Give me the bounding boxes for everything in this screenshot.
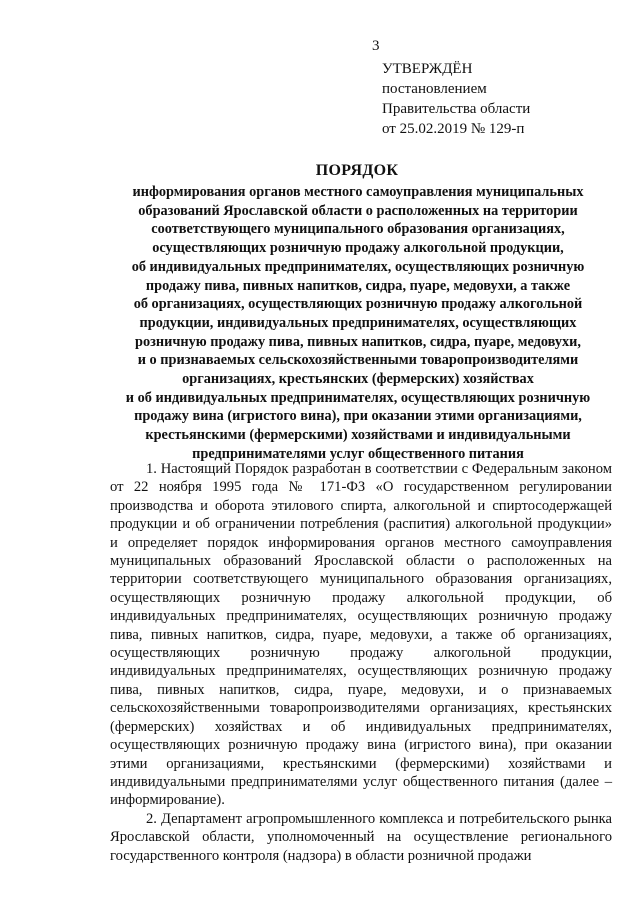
heading-line: продукции, индивидуальных предпринимателях, осуществляющих bbox=[139, 314, 577, 331]
heading-line: об организациях, осуществляющих розничную продажу алкогольной bbox=[133, 296, 583, 313]
paragraph-1: 1. Настоящий Порядок разработан в соответствии с Федеральным законом от 22 ноября 1995 года № 171-ФЗ «О государственном регулировании производства и оборота этилового спирта, алкогольной и спиртосодержащей продукции и об ограничении потребления (распития) алкогольной продукции» и определяет порядок информирования органов местного самоуправления муниципальных образований Ярославской области о расположенных на территории соответствующего муниципального образования организациях, осуществляющих розничную продажу алкогольной продукции, об индивидуальных предпринимателях, осуществляющих розничную продажу пива, пивных напитков, сидра, пуаре, медовухи, а также об организациях, осуществляющих розничную продажу алкогольной продукции, индивидуальных предпринимателях, осуществляющих розничную продажу пива, пивных напитков, сидра, пуаре, медовухи, и о признаваемых сельскохозяйственными товаропроизводителями организациях, крестьянских (фермерских) хозяйствах и об индивидуальных предпринимателях, осуществляющих розничную продажу вина (игристого вина), при оказании этими организациями, крестьянскими (фермерскими) хозяйствами и индивидуальными предпринимателями услуг общественного питания (далее – информирование). bbox=[110, 461, 612, 809]
approval-line: постановлением bbox=[382, 81, 487, 97]
approval-block bbox=[382, 59, 530, 139]
heading-line: организациях, крестьянских (фермерских) хозяйствах bbox=[182, 371, 534, 388]
document-body bbox=[110, 460, 612, 865]
heading-line: розничную продажу пива, пивных напитков, сидра, пуаре, медовухи, bbox=[135, 333, 581, 350]
heading-line: крестьянскими (фермерскими) хозяйствами и индивидуальными bbox=[145, 427, 571, 444]
heading-line: продажу вина (игристого вина), при оказании этими организациями, bbox=[134, 408, 582, 425]
heading-line: предпринимателями услуг общественного питания bbox=[192, 445, 524, 462]
document-title: ПОРЯДОК bbox=[315, 162, 399, 179]
approval-line: Правительства области bbox=[382, 101, 531, 117]
heading-line: и о признаваемых сельскохозяйственными товаропроизводителями bbox=[137, 352, 579, 369]
paragraph-2: 2. Департамент агропромышленного комплекса и потребительского рынка Ярославской области, уполномоченный на осуществление регионального государственного контроля (надзора) в области розничной продажи bbox=[110, 810, 612, 864]
heading-line: образований Ярославской области о расположенных на территории bbox=[138, 202, 578, 219]
heading-line: продажу пива, пивных напитков, сидра, пуаре, медовухи, а также bbox=[145, 277, 571, 294]
heading-line: и об индивидуальных предпринимателях, осуществляющих розничную bbox=[125, 389, 591, 406]
heading-line: об индивидуальных предпринимателях, осуществляющих розничную bbox=[131, 258, 585, 275]
approval-line: УТВЕРЖДЁН bbox=[382, 61, 473, 77]
document-heading bbox=[110, 183, 606, 464]
heading-line: соответствующего муниципального образования организациях, bbox=[151, 221, 565, 238]
heading-line: информирования органов местного самоуправления муниципальных bbox=[132, 184, 584, 200]
page-number: 3 bbox=[372, 38, 380, 54]
heading-line: осуществляющих розничную продажу алкогольной продукции, bbox=[152, 240, 564, 257]
approval-line: от 25.02.2019 № 129-п bbox=[382, 121, 525, 137]
